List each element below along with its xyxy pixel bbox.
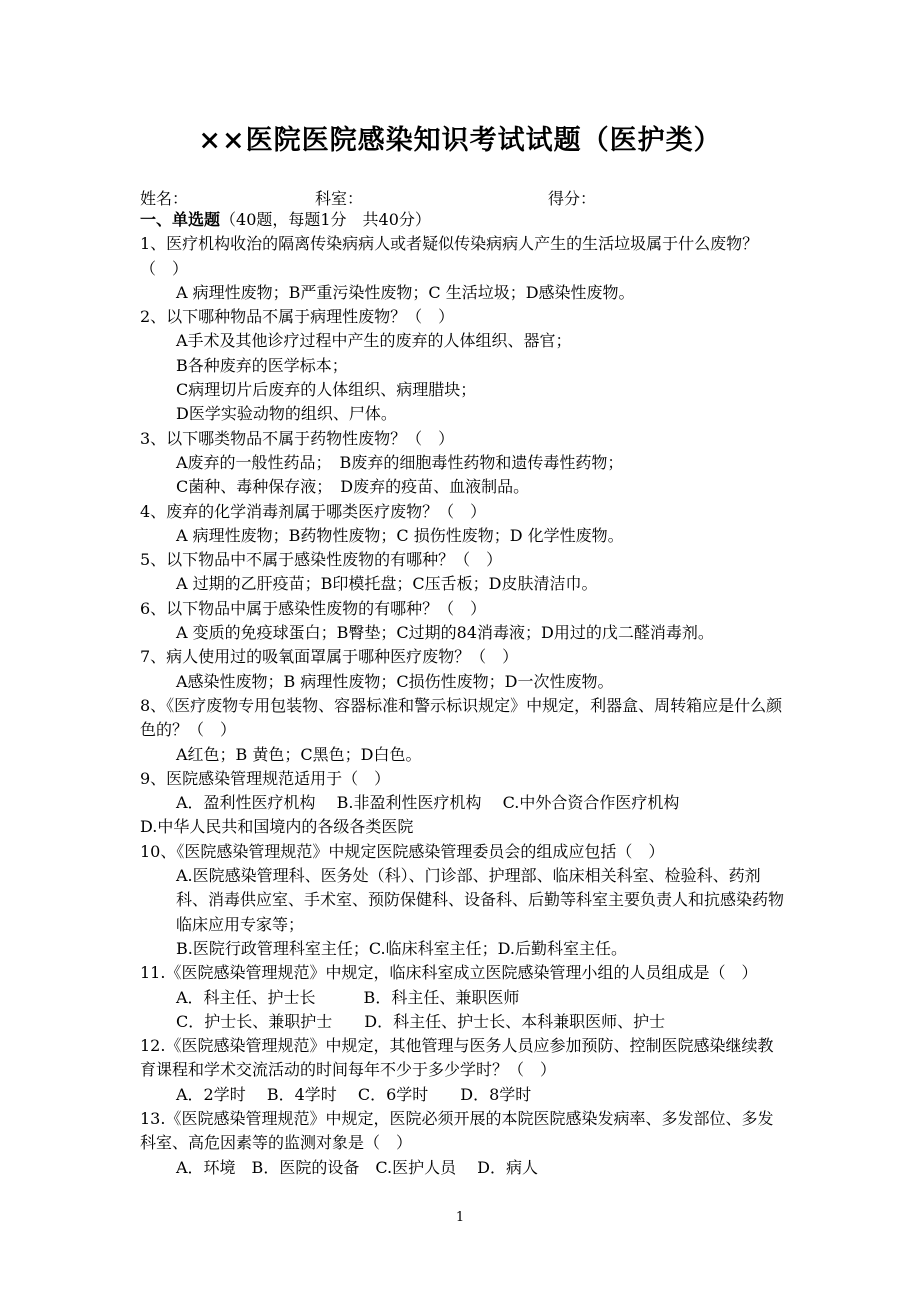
answer-option-line: C病理切片后废弃的人体组织、病理腊块；	[176, 380, 477, 400]
question-line: 6、以下物品中属于感染性废物的有哪种？（ ）	[140, 598, 487, 618]
question-line: 2、以下哪种物品不属于病理性废物？（ ）	[140, 307, 455, 327]
section-note: （40题，每题1分 共40分）	[220, 210, 431, 229]
question-line: 11.《医院感染管理规范》中规定，临床科室成立医院感染管理小组的人员组成是（ ）	[140, 963, 758, 983]
department-field-label: 科室：	[315, 189, 364, 208]
section-heading	[140, 208, 785, 232]
question-list	[140, 208, 785, 1180]
question-line: 9、医院感染管理规范适用于（ ）	[140, 768, 391, 788]
answer-option-line: D医学实验动物的组织、尸体。	[176, 404, 397, 424]
question-line: D.中华人民共和国境内的各级各类医院	[140, 817, 414, 837]
question-line: 8、《医疗废物专用包装物、容器标准和警示标识规定》中规定，利器盒、周转箱应是什么颜色的？（ ）	[140, 695, 783, 740]
answer-option-line: A 变质的免疫球蛋白；B臀垫；C过期的84消毒液；D用过的戊二醛消毒剂。	[176, 623, 714, 643]
name-field-label: 姓名：	[140, 189, 189, 208]
question-line: 5、以下物品中不属于感染性废物的有哪种？（ ）	[140, 550, 503, 570]
answer-option-line: A 病理性废物；B严重污染性废物；C 生活垃圾；D感染性废物。	[176, 282, 635, 302]
page-number: 1	[455, 1210, 465, 1225]
question-line: 4、废弃的化学消毒剂属于哪类医疗废物？（ ）	[140, 501, 487, 521]
answer-option-line: A.医院感染管理科、医务处（科）、门诊部、护理部、临床相关科室、检验科、药剂科、消毒供应室、手术室、预防保健科、设备科、后勤等科室主要负责人和抗感染药物临床应用专家等；	[176, 866, 785, 934]
question-line: 3、以下哪类物品不属于药物性废物？（ ）	[140, 428, 455, 448]
answer-option-line: C．护士长、兼职护士 D．科主任、护士长、本科兼职医师、护士	[176, 1011, 666, 1031]
answer-option-line: A 过期的乙肝疫苗；B印模托盘；C压舌板；D皮肤清洁巾。	[176, 574, 598, 594]
score-field-label: 得分：	[548, 189, 597, 208]
answer-option-line: A感染性废物；B 病理性废物；C损伤性废物；D一次性废物。	[176, 671, 614, 691]
answer-option-line: B.医院行政管理科室主任；C.临床科室主任；D.后勤科室主任。	[176, 938, 627, 958]
question-line: 13.《医院感染管理规范》中规定，医院必须开展的本院医院感染发病率、多发部位、多发科室、高危因素等的监测对象是（ ）	[140, 1108, 774, 1153]
question-line: 10、《医院感染管理规范》中规定医院感染管理委员会的组成应包括（ ）	[140, 841, 665, 861]
header-info-row	[140, 186, 840, 210]
answer-option-line: A．盈利性医疗机构 B.非盈利性医疗机构 C.中外合资合作医疗机构	[176, 793, 680, 813]
answer-option-line: C菌种、毒种保存液； D废弃的疫苗、血液制品。	[176, 477, 530, 497]
answer-option-line: B各种废弃的医学标本；	[176, 355, 348, 375]
answer-option-line: A手术及其他诊疗过程中产生的废弃的人体组织、器官；	[176, 331, 572, 351]
question-line: 1、医疗机构收治的隔离传染病病人或者疑似传染病病人产生的生活垃圾属于什么废物？（ ）	[140, 234, 759, 278]
answer-option-line: A．科主任、护士长 B．科主任、兼职医师	[176, 987, 520, 1007]
question-line: 7、病人使用过的吸氧面罩属于哪种医疗废物？（ ）	[140, 647, 519, 667]
answer-option-line: A．2学时 B．4学时 C．6学时 D．8学时	[176, 1084, 532, 1104]
question-line: 12.《医院感染管理规范》中规定，其他管理与医务人员应参加预防、控制医院感染继续教育课程和学术交流活动的时间每年不少于多少学时？（ ）	[140, 1036, 774, 1080]
answer-option-line: A 病理性废物；B药物性废物；C 损伤性废物；D 化学性废物。	[176, 525, 624, 545]
document-title: ××医院医院感染知识考试试题（医护类）	[198, 125, 722, 156]
answer-option-line: A．环境 B．医院的设备 C.医护人员 D．病人	[176, 1157, 538, 1177]
section-label: 一、单选题	[140, 210, 221, 229]
answer-option-line: A废弃的一般性药品； B废弃的细胞毒性药物和遗传毒性药物；	[176, 452, 624, 472]
answer-option-line: A红色；B 黄色；C黑色；D白色。	[176, 744, 422, 764]
